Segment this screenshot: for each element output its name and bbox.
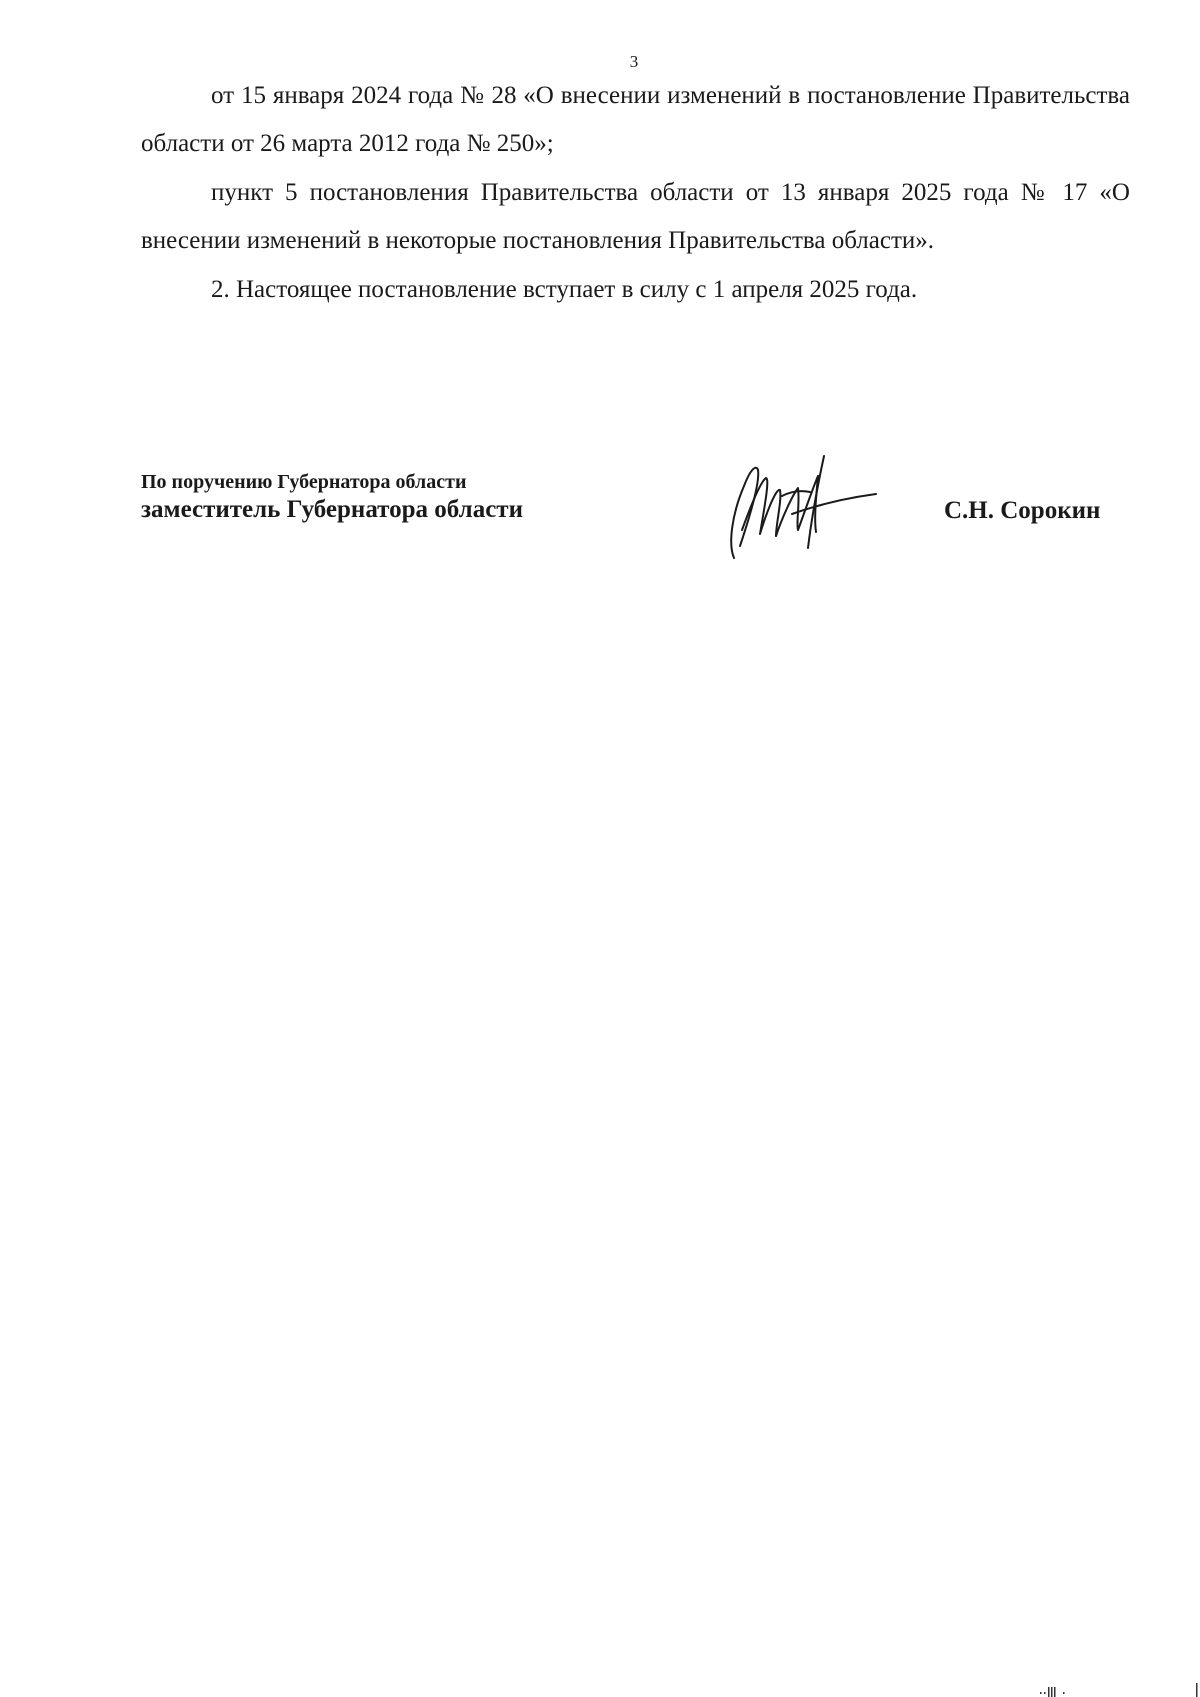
document-body — [141, 72, 1130, 314]
scan-artifact-marks — [1036, 1683, 1200, 1697]
signer-name: С.Н. Сорокин — [944, 497, 1101, 524]
paragraph-amendment-2025: пункт 5 постановления Правительства области от 13 января 2025 года № 17 «О внесении изменений в некоторые постановления Правительства области». — [141, 179, 1130, 254]
handwritten-signature — [720, 448, 880, 563]
paragraph-effective-date: 2. Настоящее постановление вступает в силу с 1 апреля 2025 года. — [211, 276, 918, 303]
signatory-title — [141, 469, 523, 525]
signatory-title-line2: заместитель Губернатора области — [141, 496, 523, 523]
page-number: 3 — [629, 52, 639, 71]
paragraph-amendment-2024: от 15 января 2024 года № 28 «О внесении изменений в постановление Правительства области от 26 марта 2012 года № 250»; — [141, 82, 1130, 157]
signatory-title-line1: По поручению Губернатора области — [141, 471, 467, 493]
